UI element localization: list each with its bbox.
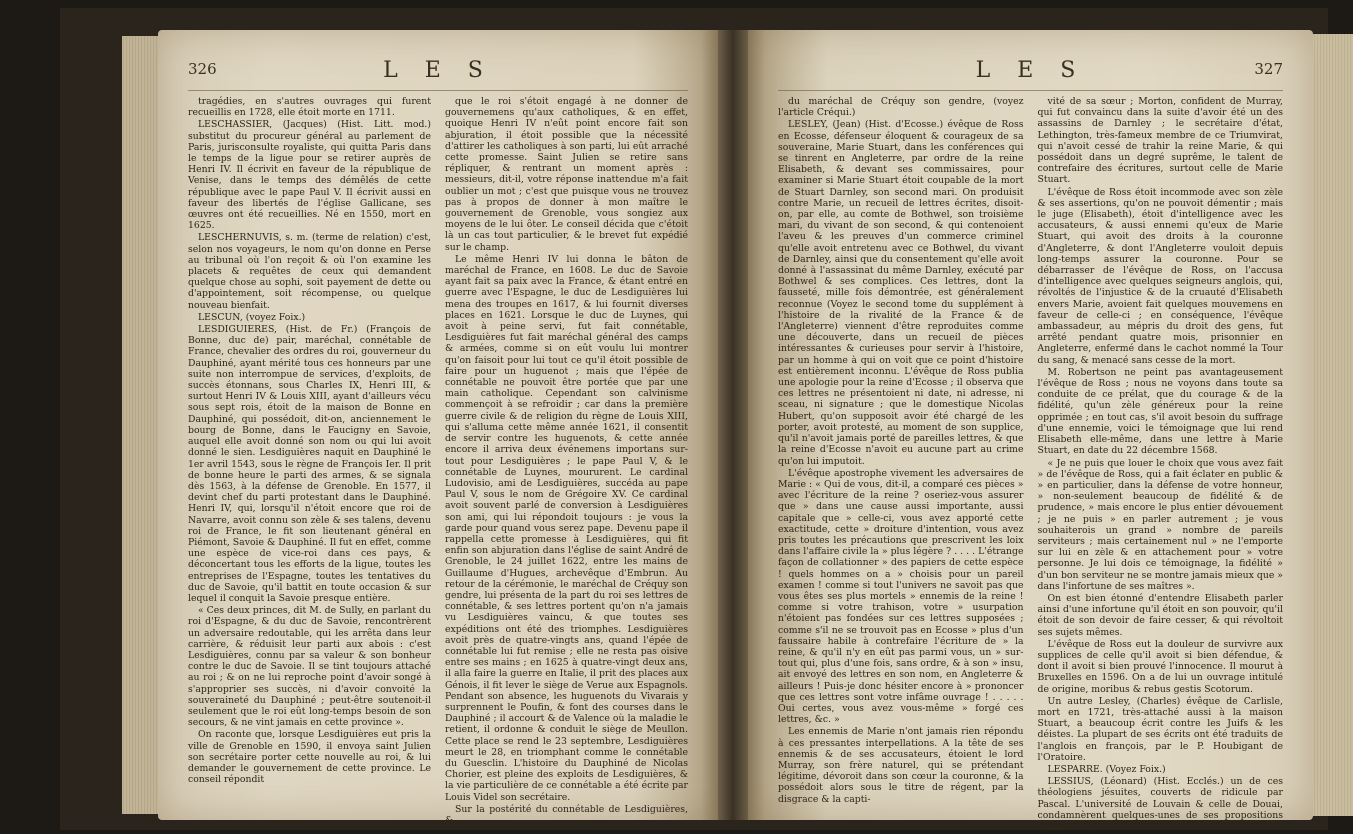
- right-page: [748, 30, 1313, 832]
- text-column: [778, 96, 1024, 805]
- paragraph: LESLEY, (Jean) (Hist. d'Ecosse.) évêque de Ross en Ecosse, défenseur éloquent & courageux de sa souveraine, Marie Stuart, dans les conférences qui se tinrent en Angleterre, par ordre de la reine Elisabeth, & devant ses commissaires, pour examiner si Marie Stuart étoit coupable de la mort de Stuart Darnley, son second mari. On produisit contre Marie, un recueil de lettres écrites, disoit-on, par elle, au comte de Bothwel, son troisième mari, du vivant de son second, & qui contenoient l'aveu & les preuves d'un commerce criminel qu'elle avoit entretenu avec ce Bothwel, du vivant de Darnley, ainsi que du consentement qu'elle avoit donné à l'assassinat du même Darnley, exécuté par Bothwel & ses complices. Ces lettres, dont la fausseté, mille fois démontrée, est généralement reconnue (Voyez le second tome du supplément à l'histoire de la rivalité de la France & de l'Angleterre) viennent d'être reproduites comme une découverte, dans un recueil de pièces intéressantes & curieuses pour servir à l'histoire, par un homme à qui on voit que ce point d'histoire est entièrement inconnu. L'évêque de Ross publia une apologie pour la reine d'Ecosse ; il observa que ces lettres ne présentoient ni date, ni adresse, ni sceau, ni signature ; que le domestique Nicolas Hubert, qu'on supposoit avoir été chargé de les porter, avoit protesté, au moment de son supplice, qu'il n'avoit jamais porté de pareilles lettres, & que la reine d'Ecosse n'avoit eu aucune part au crime qu'on lui imputoit.: [778, 119, 1024, 467]
- paragraph: LESCHASSIER, (Jacques) (Hist. Litt. mod.) substitut du procureur général au parlement de Paris, jurisconsulte royaliste, qui quitta Paris dans le temps de la ligue pour se retirer auprès de Henri IV. Il écrivit en faveur de la république de Venise, dans le temps des démêlés de cette république avec le pape Paul V. Il écrivit aussi en faveur des libertés de l'église Gallicane, ses œuvres ont été recueillies. Né en 1550, mort en 1625.: [188, 119, 431, 232]
- paragraph: M. Robertson ne peint pas avantageusement l'évêque de Ross ; nous ne voyons dans toute sa conduite de ce prélat, que du courage & de la fidélité, qu'un zèle généreux pour la reine opprimée ; en tout cas, s'il avoit besoin du suffrage d'une ennemie, voici le témoignage que lui rend Elisabeth elle-même, dans une lettre à Marie Stuart, en date du 22 décembre 1568.: [1037, 366, 1283, 457]
- page-edges-left: [122, 36, 158, 814]
- paragraph: « Ces deux princes, dit M. de Sully, en parlant du roi d'Espagne, & du duc de Savoie, rencontrèrent un adversaire redoutable, qui les arrêta dans leur carrière, & réduisit leur parti aux abois : c'est Lesdiguières, connu par sa valeur & son bonheur contre le duc de Savoie. Il se tint toujours attaché au roi ; & on ne lui reproche point d'avoir songé à s'approprier ses succès, ni d'avoir convoité la souveraineté du Dauphiné ; peut-être soutenoit-il seulement que le roi eût long-temps besoin de son secours, & ne vint jamais en cette province ».: [188, 605, 431, 729]
- left-page-header: [188, 58, 688, 88]
- text-column: [188, 96, 431, 802]
- header-rule: [778, 90, 1283, 91]
- paragraph: LESCUN, (voyez Foix.): [198, 311, 306, 323]
- left-page: [158, 30, 718, 826]
- paragraph: On raconte que, lorsque Lesdiguières eut pris la ville de Grenoble en 1590, il envoya saint Julien son secrétaire porter cette nouvelle au roi, & lui demander le gouvernement de cette province. Le conseil répondit: [188, 729, 431, 786]
- paragraph: tragédies, en s'autres ouvrages qui furent recueillis en 1728, elle étoit morte en 1711.: [188, 96, 431, 119]
- paragraph: LESSIUS, (Léonard) (Hist. Ecclés.) un de ces théologiens jésuites, couverts de ridicule par Pascal. L'université de Louvain & celle de Douai, condamnèrent quelques-unes de ses propositions comme favo-: [1037, 776, 1283, 832]
- paragraph: L'évêque apostrophe vivement les adversaires de Marie : « Qui de vous, dit-il, a comparé ces pièces » avec l'écriture de la reine ? oseriez-vous assurer que » dans une cause aussi importante, aussi capitale que » celle-ci, vous avez apporté cette exactitude, cette » droiture d'intention, vous avez pris toutes les précautions que prescrivent les loix dans l'affaire civile la » plus légère ? . . . . L'étrange façon de collationner » des papiers de cette espèce ! quels hommes on a » choisis pour un pareil examen ! comme si tout l'univers ne savoit pas que vous êtes ses plus mortels » ennemis de la reine ! comme si votre trahison, votre » usurpation n'étoient pas fondées sur ces lettres supposées ; comme s'il ne se trouvoit pas en Ecosse » plus d'un faussaire habile à contrefaire l'écriture de » la reine, & qu'il n'y en eût pas parmi vous, un » sur-tout qui, plus d'une fois, sans ordre, & à son » insu, ait envoyé des lettres en son nom, en Angleterre & ailleurs ! Puis-je donc hésiter encore à » prononcer que ces lettres sont votre infâme ouvrage ! . . . . . Oui certes, vous avez vous-même » forgé ces lettres, &c. »: [778, 467, 1024, 726]
- left-page-columns: [188, 96, 688, 826]
- paragraph: « Je ne puis que louer le choix que vous avez fait » de l'évêque de Ross, qui a fait éclater en public & » en particulier, dans la défense de votre honneur, » non-seulement beaucoup de fidélité & de prudence, » mais encore le plus entier dévouement ; je ne puis » en parler autrement ; je vous souhaiterois un grand » nombre de pareils serviteurs ; mais certainement nul » ne l'emporte sur lui en zèle & en attachement pour » votre personne. Je lui dois ce témoignage, la fidélité » d'un bon serviteur ne se montre jamais mieux que » dans l'infortune de ses maîtres ».: [1037, 457, 1283, 592]
- running-head: L E S: [975, 58, 1086, 83]
- running-head: L E S: [383, 58, 493, 83]
- text-column: [1037, 96, 1284, 832]
- paragraph: que le roi s'étoit engagé à ne donner de gouvernemens qu'aux catholiques, & en effet, quoique Henri IV n'eût point encore fait son abjuration, il étoit possible que la nécessité d'attirer les catholiques à son parti, lui eût arraché cette promesse. Saint Julien se retire sans répliquer, & rentrant un moment après : messieurs, dit-il, votre réponse inattendue m'a fait oublier un mot ; c'est que puisque vous ne trouvez pas à propos de donner à mon maître le gouvernement de Grenoble, vous songiez aux moyens de le lui ôter. Le conseil décida que c'étoit là un cas tout particulier, & le brevet fut expédié sur le champ.: [445, 96, 688, 253]
- page-edges-right: [1313, 34, 1353, 816]
- paragraph: Sur la postérité du connétable de Lesdiguières, &: [445, 803, 688, 826]
- text-column: [445, 96, 688, 826]
- paragraph: du maréchal de Créquy son gendre, (voyez l'article Créqui.): [778, 96, 1024, 119]
- book-gutter: [718, 30, 748, 820]
- header-rule: [188, 90, 688, 91]
- paragraph: On est bien étonné d'entendre Elisabeth parler ainsi d'une infortune qu'il étoit en son pouvoir, qu'il étoit de son devoir de faire cesser, & qui révoltoit ses sujets mêmes.: [1037, 592, 1283, 638]
- paragraph: LESPARRE. (Voyez Foix.): [1047, 763, 1166, 775]
- paragraph: LESDIGUIERES, (Hist. de Fr.) (François de Bonne, duc de) pair, maréchal, connétable de France, chevalier des ordres du roi, gouverneur du Dauphiné, ayant mérité tous ces honneurs par une suite non interrompue de services, d'exploits, de succès étonnans, sous Charles IX, Henri III, & surtout Henri IV & Louis XIII, ayant d'ailleurs vécu sous sept rois, étoit de la maison de Bonne en Dauphiné, qui possédoit, dit-on, anciennement le bourg de Bonne, dans le Faucigny en Savoie, auquel elle avoit donné son nom ou qui lui avoit donné le sien. Lesdiguières naquit en Dauphiné le 1er avril 1543, sous le règne de François Ier. Il prit de bonne heure le parti des armes, & se signala dès 1563, à la défense de Grenoble. En 1577, il devint chef du parti protestant dans le Dauphiné. Henri IV, qui, lorsqu'il n'étoit encore que roi de Navarre, avoit connu son zèle & ses talens, devenu roi de France, le fit son lieutenant général en Piémont, Savoie & Dauphiné. Il fut en effet, comme une espèce de vice-roi dans ces pays, & déconcertant tous les efforts de la ligue, toutes les entreprises de l'Espagne, toutes les tentatives du duc de Savoie, qu'il battit en toute occasion & sur lequel il conquit la Savoie presque entière.: [188, 324, 431, 604]
- paragraph: LESCHERNUVIS, s. m. (terme de relation) c'est, selon nos voyageurs, le nom qu'on donne en Perse au tribunal où l'on reçoit & où l'on examine les placets & requêtes de ceux qui demandent quelque chose au sophi, soit payement de dette ou d'appointement, soit récompense, ou quelque nouveau bienfait.: [188, 232, 431, 311]
- right-page-header: [778, 58, 1283, 88]
- page-number: 326: [188, 60, 217, 78]
- page-number: 327: [1254, 60, 1283, 78]
- paragraph: Un autre Lesley, (Charles) évêque de Carlisle, mort en 1721, très-attaché aussi à la maison Stuart, a beaucoup écrit contre les Juifs & les déistes. La plupart de ses écrits ont été traduits de l'anglois en françois, par le P. Houbigant de l'Oratoire.: [1037, 695, 1283, 763]
- paragraph: L'évêque de Ross étoit incommode avec son zèle & ses assertions, qu'on ne pouvoit démentir ; mais le juge (Elisabeth), étoit d'intelligence avec les accusateurs, & aussi ennemi qu'eux de Marie Stuart, qui avoit des droits à la couronne d'Angleterre, & dont l'Angleterre vouloit depuis long-temps assurer la couronne. Pour se débarrasser de l'évêque de Ross, on l'accusa d'intelligence avec quelques seigneurs anglois, qui, révoltés de l'injustice & de la cruauté d'Elisabeth envers Marie, avoient fait quelques mouvemens en faveur de celle-ci ; en conséquence, l'évêque ambassadeur, au mépris du droit des gens, fut arrêté pendant quatre mois, prisonnier en Angleterre, enfermé dans le cachot nommé la Tour du sang, & menacé sans cesse de la mort.: [1037, 186, 1283, 366]
- book-spread: [60, 8, 1328, 830]
- right-page-columns: [778, 96, 1283, 832]
- paragraph: Le même Henri IV lui donna le bâton de maréchal de France, en 1608. Le duc de Savoie ayant fait sa paix avec la France, & étant entré en guerre avec l'Espagne, le duc de Lesdiguières lui mena des troupes en 1617, & lui fournit diverses places en 1621. Lorsque le duc de Luynes, qui avoit à peine servi, fut fait connétable, Lesdiguières fut fait maréchal général des camps & armées, comme si on eût voulu lui montrer qu'on faisoit pour lui tout ce qu'il étoit possible de faire pour un huguenot ; mais que l'épée de connétable ne pouvoit être portée que par une main catholique. Cependant son calvinisme commençoit à se refroidir ; car dans la première guerre civile & de religion du règne de Louis XIII, qui s'alluma cette même année 1621, il consentit de servir contre les huguenots, & cette année encore il arriva deux événemens importans sur-tout pour Lesdiguières ; le pape Paul V, & le connétable de Luynes, moururent. Le cardinal Ludovisio, ami de Lesdiguières, succéda au pape Paul V, sous le nom de Grégoire XV. Ce cardinal avoit souvent parlé de conversion à Lesdiguières son ami, qui lui répondoit toujours : je vous la garde pour quand vous serez pape. Devenu pape il rappella cette promesse à Lesdiguières, qui fit enfin son abjuration dans l'église de saint André de Grenoble, le 24 juillet 1622, entre les mains de Guillaume d'Hugues, archevêque d'Embrun. Au retour de la cérémonie, le maréchal de Créquy son gendre, lui présenta de la part du roi ses lettres de connétable, & ses lettres portent qu'on n'a jamais vu Lesdiguières vaincu, & que toutes ses expéditions ont été des triomphes. Lesdiguières avoit près de quatre-vingts ans, quand l'épée de connétable lui fut remise ; elle ne resta pas oisive entre ses mains ; en 1625 à quatre-vingt deux ans, il alla faire la guerre en Italie, il prit des places aux Génois, il fit lever le siège de Verue aux Espagnols. Pendant son absence, les huguenots du Vivarais y surprennent le Poufin, & font des courses dans le Dauphiné ; il accourt & de Valence où la maladie le retient, il ordonne & conduit le siège de Meullon. Cette place se rend le 23 septembre, Lesdiguières meurt le 28, en triomphant comme le connétable du Guesclin. L'histoire du Dauphiné de Nicolas Chorier, est pleine des exploits de Lesdiguières, & la vie particulière de ce connétable a été écrite par Louis Videl son secrétaire.: [445, 253, 688, 803]
- paragraph: Les ennemis de Marie n'ont jamais rien répondu à ces pressantes interpellations. A la tête de ses ennemis & de ses accusateurs, étoient le lord Murray, son frère naturel, qui se prétendant légitime, dévoroit dans son cœur la couronne, & la possédoit alors sous le titre de régent, par la disgrace & la capti-: [778, 726, 1024, 805]
- paragraph: L'évêque de Ross eut la douleur de survivre aux supplices de celle qu'il avoit si bien défendue, & dont il avoit si bien prouvé l'innocence. Il mourut à Bruxelles en 1596. On a de lui un ouvrage intitulé de origine, moribus & rebus gestis Scotorum.: [1037, 638, 1283, 695]
- paragraph: vité de sa sœur ; Morton, confident de Murray, qui fut convaincu dans la suite d'avoir été un des assassins de Darnley ; le secrétaire d'état, Lethington, très-fameux membre de ce Triumvirat, qui n'avoit cessé de trahir la reine Marie, & qui possédoit dans un degré suprême, le talent de contrefaire des écritures, surtout celle de Marie Stuart.: [1037, 96, 1283, 186]
